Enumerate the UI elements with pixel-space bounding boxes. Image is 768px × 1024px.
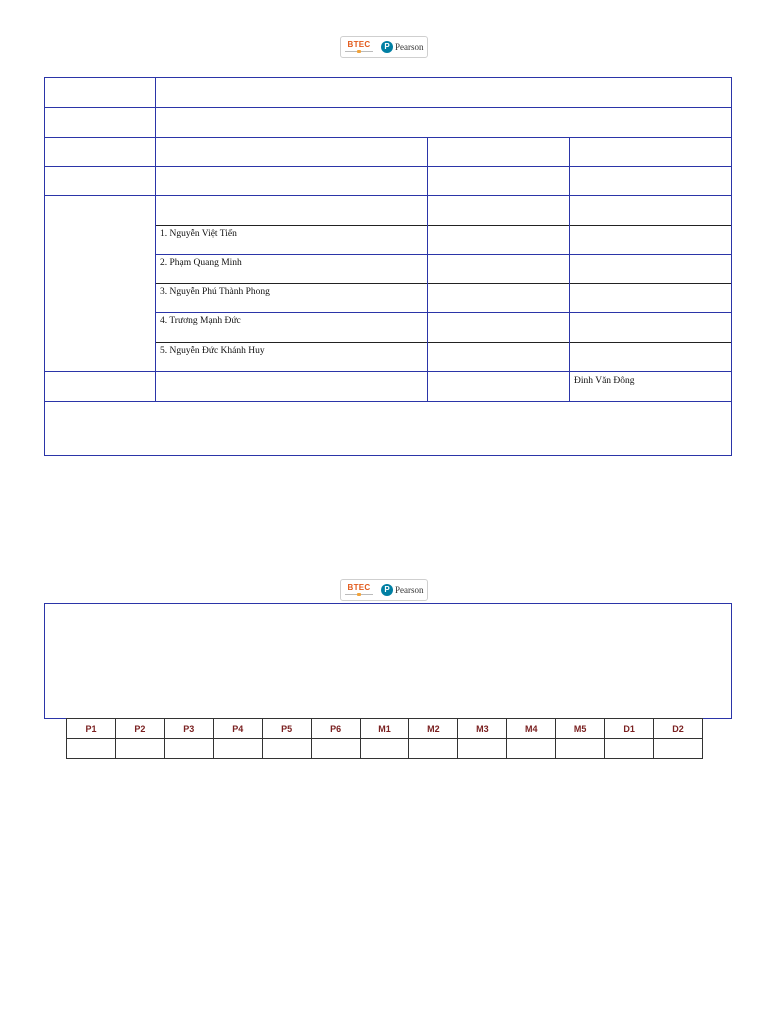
grade-value-cell (164, 739, 213, 759)
grade-value-cell (311, 739, 360, 759)
table-rule (155, 254, 731, 255)
grade-header-cell: P3 (164, 719, 213, 739)
grade-value-cell (458, 739, 507, 759)
table-rule (45, 195, 731, 196)
table-rule (155, 342, 731, 343)
grade-value-cell (556, 739, 605, 759)
table-rule (45, 137, 731, 138)
assessor-name: Đinh Văn Đông (574, 376, 635, 386)
grade-header-cell: P4 (213, 719, 262, 739)
grade-value-cell (262, 739, 311, 759)
grading-criteria-table (66, 718, 703, 759)
assignment-cover-table (44, 77, 732, 456)
grade-header-cell: P5 (262, 719, 311, 739)
grade-value-cell (115, 739, 164, 759)
table-rule (569, 137, 570, 401)
summary-box (44, 603, 732, 719)
grade-value-cell (654, 739, 703, 759)
grade-header-cell: M2 (409, 719, 458, 739)
table-rule (155, 312, 731, 313)
btec-pearson-logo (340, 36, 428, 58)
grade-header-cell: D1 (605, 719, 654, 739)
btec-logo: BTEC (344, 41, 374, 54)
btec-pearson-logo (340, 579, 428, 601)
group-member-name: 1. Nguyễn Việt Tiến (160, 229, 237, 239)
table-rule (45, 107, 731, 108)
grade-header-cell: M4 (507, 719, 556, 739)
group-member-name: 5. Nguyễn Đức Khánh Huy (160, 346, 265, 356)
group-member-name: 4. Trương Mạnh Đức (160, 316, 241, 326)
grade-value-cell (360, 739, 409, 759)
grade-header-row (67, 719, 703, 739)
table-rule (155, 225, 731, 226)
grade-value-cell (213, 739, 262, 759)
grade-header-cell: P1 (67, 719, 116, 739)
grade-header-cell: M3 (458, 719, 507, 739)
grade-header-cell: M5 (556, 719, 605, 739)
table-rule (45, 401, 731, 402)
grade-value-row (67, 739, 703, 759)
table-rule (155, 283, 731, 284)
group-member-name: 2. Phạm Quang Minh (160, 258, 242, 268)
table-rule (45, 166, 731, 167)
group-member-name: 3. Nguyễn Phú Thành Phong (160, 287, 270, 297)
grade-header-cell: P2 (115, 719, 164, 739)
pearson-p-icon: P (381, 41, 393, 53)
grade-value-cell (507, 739, 556, 759)
grade-value-cell (605, 739, 654, 759)
pearson-logo: P Pearson (381, 584, 424, 596)
grade-header-cell: P6 (311, 719, 360, 739)
grade-header-cell: M1 (360, 719, 409, 739)
grade-value-cell (409, 739, 458, 759)
pearson-logo: P Pearson (381, 41, 424, 53)
grade-header-cell: D2 (654, 719, 703, 739)
btec-logo: BTEC (344, 584, 374, 597)
grade-value-cell (67, 739, 116, 759)
pearson-p-icon: P (381, 584, 393, 596)
table-rule (427, 137, 428, 401)
table-rule (45, 371, 731, 372)
table-rule (155, 78, 156, 401)
